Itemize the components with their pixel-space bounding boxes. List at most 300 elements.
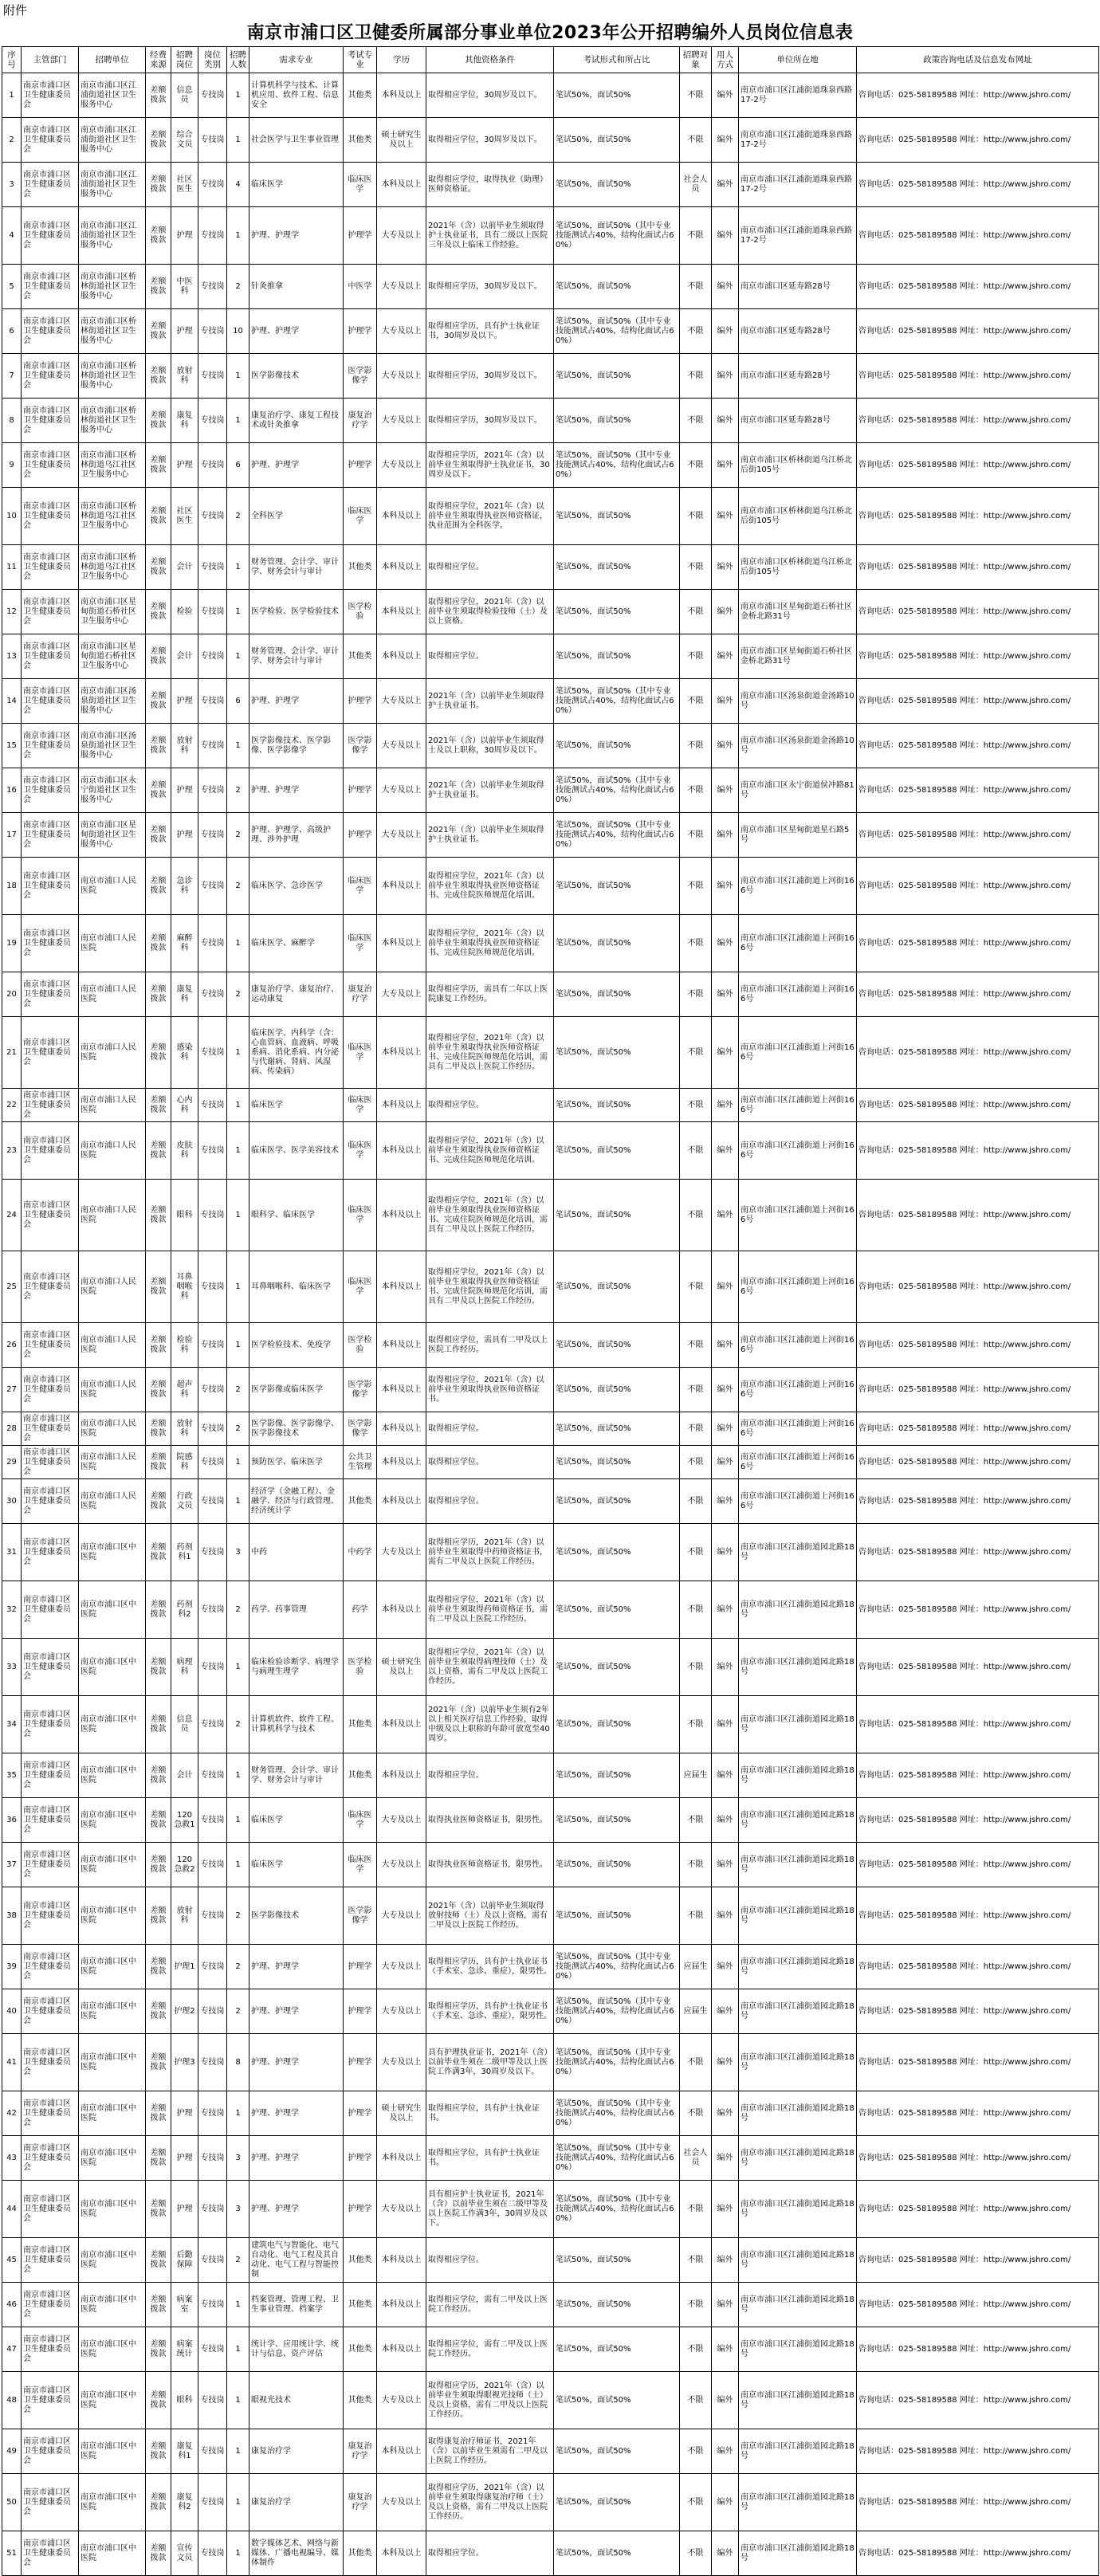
table-row: [2, 1180, 1099, 1251]
cell-addr: 南京市浦口区江浦街道上河街166号: [739, 1017, 857, 1089]
cell-unit: 南京市浦口区中医院: [79, 1696, 146, 1753]
cell-num: 1: [227, 73, 249, 118]
cell-target: 不限: [680, 545, 712, 590]
cell-target: 不限: [680, 915, 712, 972]
cell-tel: 咨询电话：025-58189588 网址：http://www.jshro.com/: [857, 443, 1099, 488]
cell-fund: 差额拨款: [146, 915, 171, 972]
cell-major: 护理、护理学: [249, 2091, 344, 2136]
cell-addr: 南京市浦口区江浦街道园北路18号: [739, 1945, 857, 1989]
cell-cond: 取得执业医师资格证书，限男性。: [426, 1798, 554, 1843]
cell-tel: 咨询电话：025-58189588 网址：http://www.jshro.com/: [857, 2474, 1099, 2531]
cell-target: 应届生: [680, 1945, 712, 1989]
cell-no: 12: [2, 590, 22, 634]
cell-type: 专技岗: [198, 1446, 227, 1479]
table-row: [2, 2136, 1099, 2181]
cell-post: 检验科: [171, 1323, 198, 1368]
cell-addr: 南京市浦口区桥林街道乌江桥北后街105号: [739, 545, 857, 590]
cell-major: 护理、护理学: [249, 768, 344, 813]
cell-cond: 取得相应学历，30周岁及以下。: [426, 354, 554, 399]
cell-num: 2: [227, 1696, 249, 1753]
cell-no: 26: [2, 1323, 22, 1368]
cell-cond: 取得相应学历，需具有二年以上医院康复工作经历。: [426, 972, 554, 1017]
cell-cond: 取得相应学位，2021年（含）以前毕业生须取得病理技师（士）及以上资格，需有二甲及以上医院工作经历。: [426, 1639, 554, 1696]
cell-mode: 编外: [712, 1368, 739, 1412]
cell-type: 专技岗: [198, 1479, 227, 1524]
cell-target: 不限: [680, 2429, 712, 2474]
cell-tel: 咨询电话：025-58189588 网址：http://www.jshro.com/: [857, 1887, 1099, 1945]
cell-no: 22: [2, 1089, 22, 1122]
cell-post: 会计: [171, 1753, 198, 1798]
cell-edu: 大专及以上: [377, 1843, 426, 1887]
cell-post: 护理: [171, 2136, 198, 2181]
cell-mode: 编外: [712, 1412, 739, 1446]
cell-post: 信息员: [171, 1696, 198, 1753]
cell-form: 笔试50%，面试50%: [554, 1753, 680, 1798]
cell-cond: 2021年（含）以前毕业生须取得护士执业证书。: [426, 813, 554, 858]
cell-num: 2: [227, 858, 249, 915]
cell-exam: 其他类: [344, 2327, 377, 2372]
cell-post: 眼科: [171, 1180, 198, 1251]
cell-cond: 取得相应学历，具有护士执业证书，30周岁及以下。: [426, 309, 554, 354]
column-header: 主管部门: [22, 47, 79, 73]
cell-addr: 南京市浦口区江浦街道珠泉西路17-2号: [739, 73, 857, 118]
cell-type: 专技岗: [198, 1753, 227, 1798]
cell-target: 不限: [680, 1180, 712, 1251]
cell-mode: 编外: [712, 1017, 739, 1089]
column-header: 序号: [2, 47, 22, 73]
table-row: [2, 858, 1099, 915]
cell-fund: 差额拨款: [146, 545, 171, 590]
cell-tel: 咨询电话：025-58189588 网址：http://www.jshro.com/: [857, 2136, 1099, 2181]
cell-mode: 编外: [712, 2181, 739, 2238]
cell-type: 专技岗: [198, 590, 227, 634]
cell-post: 放射科: [171, 354, 198, 399]
table-row: [2, 2283, 1099, 2327]
table-row: [2, 2429, 1099, 2474]
cell-unit: 南京市浦口区桥林街道社区卫生服务中心: [79, 354, 146, 399]
cell-tel: 咨询电话：025-58189588 网址：http://www.jshro.com/: [857, 163, 1099, 207]
cell-edu: 本科及以上: [377, 2531, 426, 2576]
cell-form: 笔试50%，面试50%（其中专业技能测试占40%，结构化面试占60%）: [554, 679, 680, 724]
cell-fund: 差额拨款: [146, 118, 171, 163]
cell-dept: 南京市浦口区卫生健康委员会: [22, 1017, 79, 1089]
cell-dept: 南京市浦口区卫生健康委员会: [22, 1412, 79, 1446]
cell-num: 2: [227, 2238, 249, 2283]
cell-major: 社会医学与卫生事业管理: [249, 118, 344, 163]
cell-fund: 差额拨款: [146, 1412, 171, 1446]
cell-dept: 南京市浦口区卫生健康委员会: [22, 2034, 79, 2091]
cell-form: 笔试50%，面试50%: [554, 2283, 680, 2327]
cell-tel: 咨询电话：025-58189588 网址：http://www.jshro.com/: [857, 1989, 1099, 2034]
cell-mode: 编外: [712, 2283, 739, 2327]
cell-unit: 南京市浦口人民医院: [79, 1479, 146, 1524]
cell-form: 笔试50%，面试50%: [554, 2238, 680, 2283]
cell-num: 6: [227, 443, 249, 488]
cell-unit: 南京市浦口区中医院: [79, 1989, 146, 2034]
cell-type: 专技岗: [198, 2474, 227, 2531]
cell-form: 笔试50%，面试50%: [554, 1412, 680, 1446]
cell-no: 17: [2, 813, 22, 858]
cell-major: 药学、药事管理: [249, 1581, 344, 1639]
cell-target: 应届生: [680, 1989, 712, 2034]
cell-major: 临床检验诊断学、病理学与病理生理学: [249, 1639, 344, 1696]
cell-mode: 编外: [712, 1581, 739, 1639]
cell-tel: 咨询电话：025-58189588 网址：http://www.jshro.com/: [857, 207, 1099, 265]
cell-exam: 康复治疗学: [344, 399, 377, 443]
cell-type: 专技岗: [198, 399, 227, 443]
table-row: [2, 265, 1099, 309]
cell-cond: 取得相应学位，需具有二甲及以上医院工作经历。: [426, 1323, 554, 1368]
cell-tel: 咨询电话：025-58189588 网址：http://www.jshro.com/: [857, 1323, 1099, 1368]
cell-exam: 护理学: [344, 679, 377, 724]
cell-exam: 护理学: [344, 1945, 377, 1989]
cell-post: 康复科: [171, 399, 198, 443]
cell-mode: 编外: [712, 1696, 739, 1753]
cell-num: 3: [227, 2136, 249, 2181]
cell-cond: 2021年（含）以前毕业生须取得士及以上职称，30周岁及以下。: [426, 724, 554, 768]
cell-target: 不限: [680, 813, 712, 858]
cell-exam: 其他类: [344, 1753, 377, 1798]
cell-post: 康复科1: [171, 2429, 198, 2474]
cell-fund: 差额拨款: [146, 2372, 171, 2429]
cell-num: 2: [227, 1368, 249, 1412]
cell-no: 1: [2, 73, 22, 118]
cell-form: 笔试50%，面试50%: [554, 399, 680, 443]
cell-no: 9: [2, 443, 22, 488]
cell-addr: 南京市浦口区江浦街道园北路18号: [739, 2531, 857, 2576]
cell-dept: 南京市浦口区卫生健康委员会: [22, 265, 79, 309]
cell-edu: 本科及以上: [377, 1323, 426, 1368]
cell-target: 不限: [680, 1412, 712, 1446]
cell-post: 感染科: [171, 1017, 198, 1089]
cell-tel: 咨询电话：025-58189588 网址：http://www.jshro.com/: [857, 2531, 1099, 2576]
cell-type: 专技岗: [198, 2238, 227, 2283]
cell-major: 耳鼻咽喉科、临床医学: [249, 1251, 344, 1323]
cell-addr: 南京市浦口区江浦街道园北路18号: [739, 1753, 857, 1798]
cell-tel: 咨询电话：025-58189588 网址：http://www.jshro.com/: [857, 679, 1099, 724]
column-header: 学历: [377, 47, 426, 73]
cell-dept: 南京市浦口区卫生健康委员会: [22, 1089, 79, 1122]
cell-edu: 本科及以上: [377, 634, 426, 679]
table-row: [2, 309, 1099, 354]
table-row: [2, 634, 1099, 679]
page-title: 南京市浦口区卫健委所属部分事业单位2023年公开招聘编外人员岗位信息表: [246, 23, 854, 43]
cell-no: 5: [2, 265, 22, 309]
cell-mode: 编外: [712, 1753, 739, 1798]
cell-edu: 本科及以上: [377, 2283, 426, 2327]
cell-target: 不限: [680, 2474, 712, 2531]
cell-fund: 差额拨款: [146, 2327, 171, 2372]
cell-major: 护理、护理学: [249, 679, 344, 724]
cell-fund: 差额拨款: [146, 354, 171, 399]
cell-major: 中药: [249, 1524, 344, 1581]
cell-unit: 南京市浦口区汤泉街道社区卫生服务中心: [79, 724, 146, 768]
cell-target: 不限: [680, 2238, 712, 2283]
cell-no: 44: [2, 2181, 22, 2238]
cell-tel: 咨询电话：025-58189588 网址：http://www.jshro.com/: [857, 1479, 1099, 1524]
cell-exam: 公共卫生管理: [344, 1446, 377, 1479]
cell-unit: 南京市浦口区中医院: [79, 2091, 146, 2136]
cell-tel: 咨询电话：025-58189588 网址：http://www.jshro.com/: [857, 2034, 1099, 2091]
cell-no: 13: [2, 634, 22, 679]
cell-unit: 南京市浦口区中医院: [79, 1524, 146, 1581]
cell-no: 29: [2, 1446, 22, 1479]
cell-num: 1: [227, 1798, 249, 1843]
cell-mode: 编外: [712, 813, 739, 858]
cell-cond: 取得相应学位。: [426, 1479, 554, 1524]
cell-unit: 南京市浦口区中医院: [79, 1639, 146, 1696]
cell-exam: 其他类: [344, 2531, 377, 2576]
cell-fund: 差额拨款: [146, 1843, 171, 1887]
table-row: [2, 2238, 1099, 2283]
cell-exam: 临床医学: [344, 1180, 377, 1251]
cell-post: 药剂科1: [171, 1524, 198, 1581]
cell-post: 会计: [171, 634, 198, 679]
cell-major: 财务管理、会计学、审计学、财务会计与审计: [249, 1753, 344, 1798]
cell-tel: 咨询电话：025-58189588 网址：http://www.jshro.com/: [857, 265, 1099, 309]
cell-no: 48: [2, 2372, 22, 2429]
cell-fund: 差额拨款: [146, 1368, 171, 1412]
cell-type: 专技岗: [198, 1122, 227, 1180]
cell-type: 专技岗: [198, 163, 227, 207]
cell-exam: 临床医学: [344, 858, 377, 915]
cell-mode: 编外: [712, 2474, 739, 2531]
cell-form: 笔试50%，面试50%: [554, 2531, 680, 2576]
cell-major: 临床医学: [249, 1089, 344, 1122]
cell-edu: 大专及以上: [377, 1989, 426, 2034]
cell-num: 2: [227, 972, 249, 1017]
table-row: [2, 768, 1099, 813]
cell-post: 护理: [171, 443, 198, 488]
cell-form: 笔试50%，面试50%: [554, 1887, 680, 1945]
cell-mode: 编外: [712, 1323, 739, 1368]
cell-edu: 大专及以上: [377, 972, 426, 1017]
cell-type: 专技岗: [198, 2034, 227, 2091]
cell-unit: 南京市浦口区星甸街道社区卫生服务中心: [79, 813, 146, 858]
cell-post: 护理: [171, 207, 198, 265]
cell-cond: 取得相应学位，2021年（含）以前毕业生须取得检验技师（士）及以上资格。: [426, 590, 554, 634]
cell-major: 护理、护理学: [249, 1945, 344, 1989]
cell-no: 11: [2, 545, 22, 590]
cell-form: 笔试50%，面试50%: [554, 1017, 680, 1089]
cell-major: 康复治疗学、康复治疗、运动康复: [249, 972, 344, 1017]
cell-no: 32: [2, 1581, 22, 1639]
cell-form: 笔试50%，面试50%（其中专业技能测试占40%，结构化面试占60%）: [554, 1989, 680, 2034]
cell-cond: 具有相应护士执业证书，2021年（含）以前毕业生须在二级甲等及以上医院工作满3年，30周岁及以下。: [426, 2181, 554, 2238]
cell-type: 专技岗: [198, 2372, 227, 2429]
cell-post: 康复科: [171, 972, 198, 1017]
column-header: 考试形式和所占比: [554, 47, 680, 73]
cell-dept: 南京市浦口区卫生健康委员会: [22, 972, 79, 1017]
cell-exam: 临床医学: [344, 1251, 377, 1323]
cell-major: 计算机科学与技术、计算机应用、软件工程、信息安全: [249, 73, 344, 118]
cell-type: 专技岗: [198, 2429, 227, 2474]
cell-target: 不限: [680, 354, 712, 399]
cell-type: 专技岗: [198, 2531, 227, 2576]
cell-exam: 护理学: [344, 309, 377, 354]
cell-post: 放射科: [171, 724, 198, 768]
cell-major: 统计学、应用统计学、统计与信息、资产评估: [249, 2327, 344, 2372]
cell-addr: 南京市浦口区江浦街道珠泉西路17-2号: [739, 163, 857, 207]
cell-fund: 差额拨款: [146, 634, 171, 679]
cell-fund: 差额拨款: [146, 1887, 171, 1945]
cell-type: 专技岗: [198, 1323, 227, 1368]
cell-mode: 编外: [712, 768, 739, 813]
cell-tel: 咨询电话：025-58189588 网址：http://www.jshro.com/: [857, 2429, 1099, 2474]
cell-fund: 差额拨款: [146, 1323, 171, 1368]
cell-cond: 2021年（含）以前毕业生须取得护士执业证书，具有二级以上医院三年及以上临床工作经验。: [426, 207, 554, 265]
cell-fund: 差额拨款: [146, 2474, 171, 2531]
cell-edu: 本科及以上: [377, 1017, 426, 1089]
table-row: [2, 2474, 1099, 2531]
cell-type: 专技岗: [198, 1524, 227, 1581]
cell-num: 2: [227, 813, 249, 858]
cell-cond: 取得相应学位，2021年（含）以前毕业生须取得执业医师资格证书、完成住院医师规范化培训，需具有二甲及以上医院工作经历。: [426, 1180, 554, 1251]
cell-dept: 南京市浦口区卫生健康委员会: [22, 309, 79, 354]
cell-addr: 南京市浦口区延寿路28号: [739, 309, 857, 354]
cell-unit: 南京市浦口区中医院: [79, 2238, 146, 2283]
cell-major: 医学影像技术: [249, 1887, 344, 1945]
cell-tel: 咨询电话：025-58189588 网址：http://www.jshro.com/: [857, 1945, 1099, 1989]
cell-mode: 编外: [712, 265, 739, 309]
cell-target: 不限: [680, 1122, 712, 1180]
cell-cond: 取得相应学位。: [426, 1753, 554, 1798]
table-row: [2, 163, 1099, 207]
cell-addr: 南京市浦口区江浦街道园北路18号: [739, 1798, 857, 1843]
cell-cond: 取得相应学位，取得执业（助理）医师资格证。: [426, 163, 554, 207]
cell-mode: 编外: [712, 207, 739, 265]
cell-fund: 差额拨款: [146, 768, 171, 813]
cell-exam: 护理学: [344, 443, 377, 488]
cell-exam: 其他类: [344, 1696, 377, 1753]
cell-edu: 本科及以上: [377, 1180, 426, 1251]
cell-cond: 取得相应学位，2021年（含）以前毕业生须取得执业医师资格证书、完成住院医师规范化培训，需具有二甲及以上医院工作经历。: [426, 1251, 554, 1323]
cell-addr: 南京市浦口区江浦街道园北路18号: [739, 2372, 857, 2429]
cell-num: 2: [227, 768, 249, 813]
cell-dept: 南京市浦口区卫生健康委员会: [22, 1581, 79, 1639]
cell-form: 笔试50%，面试50%: [554, 1798, 680, 1843]
table-row: [2, 590, 1099, 634]
cell-cond: 取得相应学位，30周岁及以下。: [426, 118, 554, 163]
cell-cond: 取得相应学位，2021年（含）以前毕业生须取得执业医师资格证书、完成住院医师规范化培训。: [426, 1122, 554, 1180]
cell-tel: 咨询电话：025-58189588 网址：http://www.jshro.com/: [857, 634, 1099, 679]
cell-type: 专技岗: [198, 118, 227, 163]
cell-post: 病理科: [171, 1639, 198, 1696]
cell-target: 不限: [680, 1089, 712, 1122]
cell-num: 2: [227, 1581, 249, 1639]
cell-edu: 本科及以上: [377, 1753, 426, 1798]
cell-post: 病案统计: [171, 2327, 198, 2372]
cell-tel: 咨询电话：025-58189588 网址：http://www.jshro.com/: [857, 1180, 1099, 1251]
cell-unit: 南京市浦口区桥林街道社区卫生服务中心: [79, 399, 146, 443]
cell-edu: 大专及以上: [377, 2372, 426, 2429]
cell-unit: 南京市浦口人民医院: [79, 1323, 146, 1368]
cell-addr: 南京市浦口区江浦街道上河街166号: [739, 972, 857, 1017]
cell-num: 1: [227, 207, 249, 265]
cell-exam: 护理学: [344, 768, 377, 813]
cell-edu: 大专及以上: [377, 1524, 426, 1581]
cell-exam: 护理学: [344, 2136, 377, 2181]
table-row: [2, 118, 1099, 163]
cell-addr: 南京市浦口区江浦街道珠泉西路17-2号: [739, 207, 857, 265]
cell-cond: 取得相应学位。: [426, 634, 554, 679]
cell-cond: 取得相应学历，30周岁及以下。: [426, 265, 554, 309]
cell-dept: 南京市浦口区卫生健康委员会: [22, 858, 79, 915]
cell-unit: 南京市浦口区中医院: [79, 2372, 146, 2429]
cell-major: 临床医学: [249, 163, 344, 207]
cell-cond: 取得相应学位。: [426, 2531, 554, 2576]
cell-cond: 取得相应学位，具有护士执业证书。: [426, 2091, 554, 2136]
cell-exam: 临床医学: [344, 1798, 377, 1843]
cell-major: 眼科学、临床医学: [249, 1180, 344, 1251]
cell-type: 专技岗: [198, 265, 227, 309]
cell-fund: 差额拨款: [146, 813, 171, 858]
cell-dept: 南京市浦口区卫生健康委员会: [22, 545, 79, 590]
cell-edu: 大专及以上: [377, 1945, 426, 1989]
cell-mode: 编外: [712, 1887, 739, 1945]
cell-edu: 大专及以上: [377, 724, 426, 768]
cell-fund: 差额拨款: [146, 2181, 171, 2238]
cell-unit: 南京市浦口人民医院: [79, 858, 146, 915]
cell-fund: 差额拨款: [146, 399, 171, 443]
cell-cond: 2021年（含）以前毕业生须取得护士执业证书。: [426, 768, 554, 813]
column-header: 经费来源: [146, 47, 171, 73]
cell-post: 急诊科: [171, 858, 198, 915]
cell-addr: 南京市浦口区江浦街道园北路18号: [739, 2327, 857, 2372]
cell-form: 笔试50%，面试50%: [554, 1581, 680, 1639]
cell-type: 专技岗: [198, 2091, 227, 2136]
cell-mode: 编外: [712, 1251, 739, 1323]
cell-cond: 取得相应学位，具有护士执业证书。: [426, 2136, 554, 2181]
cell-addr: 南京市浦口区汤泉街道金汤路10号: [739, 724, 857, 768]
cell-mode: 编外: [712, 590, 739, 634]
cell-target: 不限: [680, 399, 712, 443]
cell-fund: 差额拨款: [146, 2531, 171, 2576]
cell-edu: 本科及以上: [377, 858, 426, 915]
cell-cond: 取得相应学历，2021年（含）以前毕业生须取得护士执业证书，30周岁及以下。: [426, 443, 554, 488]
cell-no: 31: [2, 1524, 22, 1581]
cell-unit: 南京市浦口区中医院: [79, 1887, 146, 1945]
cell-form: 笔试50%，面试50%: [554, 1843, 680, 1887]
cell-edu: 本科及以上: [377, 1581, 426, 1639]
cell-form: 笔试50%，面试50%（其中专业技能测试占40%，结构化面试占60%）: [554, 768, 680, 813]
cell-post: 康复科2: [171, 2474, 198, 2531]
table-row: [2, 1753, 1099, 1798]
cell-unit: 南京市浦口区桥林街道乌江社区卫生服务中心: [79, 545, 146, 590]
cell-post: 病案室: [171, 2283, 198, 2327]
cell-form: 笔试50%，面试50%: [554, 2327, 680, 2372]
cell-form: 笔试50%，面试50%: [554, 2474, 680, 2531]
cell-target: 不限: [680, 1323, 712, 1368]
cell-exam: 护理学: [344, 1989, 377, 2034]
table-row: [2, 1323, 1099, 1368]
table-row: [2, 1639, 1099, 1696]
cell-target: 不限: [680, 1479, 712, 1524]
column-header: 单位所在地: [739, 47, 857, 73]
cell-major: 护理、护理学: [249, 443, 344, 488]
cell-dept: 南京市浦口区卫生健康委员会: [22, 1989, 79, 2034]
cell-type: 专技岗: [198, 1696, 227, 1753]
cell-dept: 南京市浦口区卫生健康委员会: [22, 1323, 79, 1368]
cell-fund: 差额拨款: [146, 1696, 171, 1753]
cell-exam: 医学影像学: [344, 354, 377, 399]
cell-mode: 编外: [712, 1639, 739, 1696]
cell-form: 笔试50%，面试50%: [554, 724, 680, 768]
attachment-label: 附件: [3, 3, 28, 18]
cell-num: 2: [227, 1945, 249, 1989]
table-row: [2, 1089, 1099, 1122]
cell-post: 放射科: [171, 1887, 198, 1945]
